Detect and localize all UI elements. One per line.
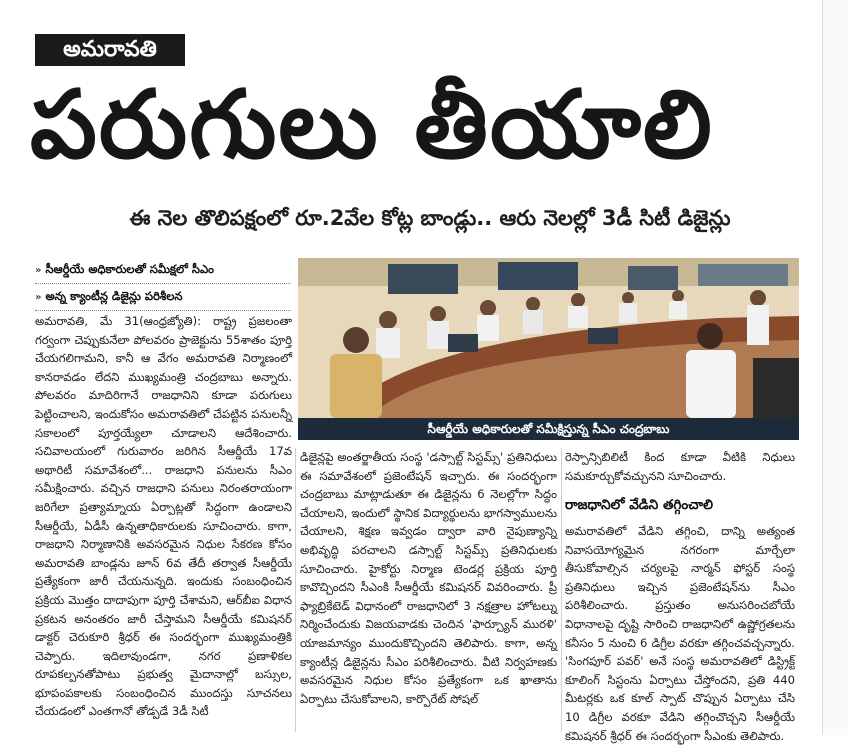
chevron-double-right-icon: » [35, 265, 42, 276]
screen [388, 264, 458, 294]
screen [628, 266, 678, 290]
article-column-1: అమరావతి, మే 31(ఆంధ్రజ్యోతి): రాష్ట్ర ప్రజలంతా గర్వంగా చెప్పుకునేలా పోలవరం ప్రాజెక్టును 55శాతం పూర్తి చేయగలిగామని, కానీ ఆ వేగం అమరావతి నిర్మాణంలో కానరావడం లేదని ముఖ్యమంత్రి చంద్రబాబు అన్నారు. పోలవరం మాదిరిగానే రాజధానిని కూడా పరుగులు పెట్టించాలని, ఇందుకోసం అమరావతిలో చేపట్టిన పనులన్నీ సకాలంలో పూర్తయ్యేలా చూడాలని ఆదేశించారు. సచివాలయంలో గురువారం జరిగిన సీఆర్డీయే 17వ అథారిటీ సమావేశంలో... రాజధాని పనులను సీఎం సమీక్షించారు. వచ్చిన రాజధాని పనులు నిరంతరాయంగా జరిగేలా ప్రత్యామ్నాయ ఏర్పాట్లతో సిద్ధంగా ఉండాలని సీఆర్డీయే, ఏడీసీ ఉన్నతాధికారులకు సూచించారు. కాగా, రాజధాని నిర్మాణానికి అవసరమైన నిధుల సేకరణ కోసం అమరావతి బాండ్లను జూన్ 6వ తేదీ తర్వాత సీఆర్డీయే ప్రత్యేకంగా జారీ చేయనున్నది. ఇందుకు సంబంధించిన ప్రక్రియ మొత్తం దాదాపుగా పూర్తి చేశామని, ఆర్‌బీఐ విధాన ప్రకటన అనంతరం జారీ చేస్తామని సీఆర్డీయే కమిషనర్ డాక్టర్ చెరుకూరి శ్రీధర్ ఈ సందర్భంగా ముఖ్యమంత్రికి చెప్పారు. ఇదిలావుండగా, నగర ప్రణాళికల రూపకల్పనతోపాటు ప్రభుత్వ మైదానాల్లో బస్సుల, భూపంపకాలకు సంబంధించిన ముందస్తు సూచనలు చేయడంలో ఎంతగానో తోడ్పడే 3డీ సిటీ [35, 314, 292, 719]
chair [753, 358, 799, 418]
adjacent-page-strip [822, 0, 848, 735]
column-separator [561, 448, 562, 732]
chevron-double-right-icon: » [35, 292, 42, 303]
screen [498, 262, 578, 290]
laptop [588, 328, 618, 344]
subheadline: ఈ నెల తొలిపక్షంలో రూ.2వేల కోట్ల బాండ్లు.. ఆరు నెలల్లో 3డీ సిటీ డిజైన్లు [129, 206, 731, 230]
bullet-point [35, 286, 291, 311]
bullet-text: సీఆర్డీయే అధికారులతో సమీక్షలో సీఎం [45, 262, 214, 276]
headline: పరుగులు తీయాలి [30, 71, 714, 180]
section-subheading: రాజధానిలో వేడిని తగ్గించాలి [565, 497, 713, 513]
column-separator [295, 448, 296, 732]
news-photo [298, 258, 799, 418]
section-kicker: అమరావతి [35, 34, 185, 66]
article-column-2: డిజైన్లపై అంతర్జాతీయ సంస్థ 'డస్సాల్ట్ సిస్టమ్స్' ప్రతినిధులు ఈ సమావేశంలో ప్రజెంటేషన్ ఇచ్చారు. ఈ సందర్భంగా చంద్రబాబు మాట్లాడుతూ ఈ డిజైన్లను 6 నెలల్లోగా సిద్ధం చేయాలని, ఇందులో స్థానిక విద్యార్థులను భాగస్వాములను చేయాలని, శిక్షణ ఇవ్వడం ద్వారా వారి నైపుణ్యాన్ని అభివృద్ధి పరచాలని డస్సాల్ట్ సిస్టమ్స్ ప్రతినిధులకు సూచించారు. హైకోర్టు నిర్మాణ టెండర్ల ప్రక్రియ పూర్తి కావొచ్చిందని సీఎంకి సీఆర్డీయే కమిషనర్ వివరించారు. ప్రీ ఫ్యాబ్రికేటెడ్ విధానంలో రాజధానిలో 3 నక్షత్రాల హోటల్ను నిర్మించేందుకు విజయవాడకు చెందిన 'ఫార్చ్యూన్ మురళి' యాజమాన్యం ముందుకొచ్చిందని తెలిపారు. కాగా, అన్న క్యాంటీన్ల డిజైన్లను సీఎం పరిశీలించారు. వీటి నిర్వహణకు అవసరమైన నిధుల కోసం ప్రత్యేకంగా ఒక ఖాతాను ఏర్పాటు చేసుకోవాలని, కార్పొరేట్ సోషల్ [300, 450, 557, 706]
meeting-room-illustration [298, 258, 799, 418]
bullet-text: అన్న క్యాంటీన్ల డిజైన్లు పరిశీలన [45, 289, 183, 303]
article-column-3-top: రెస్పాన్సిబిలిటీ కింద కూడా వీటికి నిధులు సమకూర్చుకోవచ్చునని సూచించారు. [565, 450, 795, 483]
article-column-3-body: అమరావతిలో వేడిని తగ్గించి, దాన్ని అత్యంత నివాసయోగ్యమైన నగరంగా మార్చేలా తీసుకోవాల్సిన చర్యలపై నార్మన్ ఫోస్టర్ సంస్థ ప్రతినిధులు ఇచ్చిన ప్రజెంటేషన్‌ను సీఎం పరిశీలించారు. ప్రస్తుతం అనుసరించబోయే విధానాలపై దృష్టి సారించి రాజధానిలో ఉష్ణోగ్రతలను కనీసం 5 నుంచి 6 డిగ్రీల వరకూ తగ్గించవచ్చన్నారు. 'సింగపూర్ పవర్' అనే సంస్థ అమరావతిలో డిస్ట్రిక్ట్ కూలింగ్ సిస్టంను ఏర్పాటు చేస్తోందని, ప్రతి 440 మీటర్లకు ఒక కూల్ స్పాట్ చొప్పున ఏర్పాటు చేసి 10 డిగ్రీల వరకూ వేడిని తగ్గించొచ్చని సీఆర్డీయే కమిషనర్ శ్రీధర్ ఈ సందర్భంగా సీఎంకు తెలిపారు. [565, 524, 795, 743]
laptop [448, 334, 478, 352]
window [698, 264, 788, 286]
page-edge-rule [822, 0, 823, 735]
photo-caption: సీఆర్డీయే అధికారులతో సమీక్షిస్తున్న సీఎం చంద్రబాబు [298, 418, 799, 440]
bullet-point [35, 259, 291, 284]
